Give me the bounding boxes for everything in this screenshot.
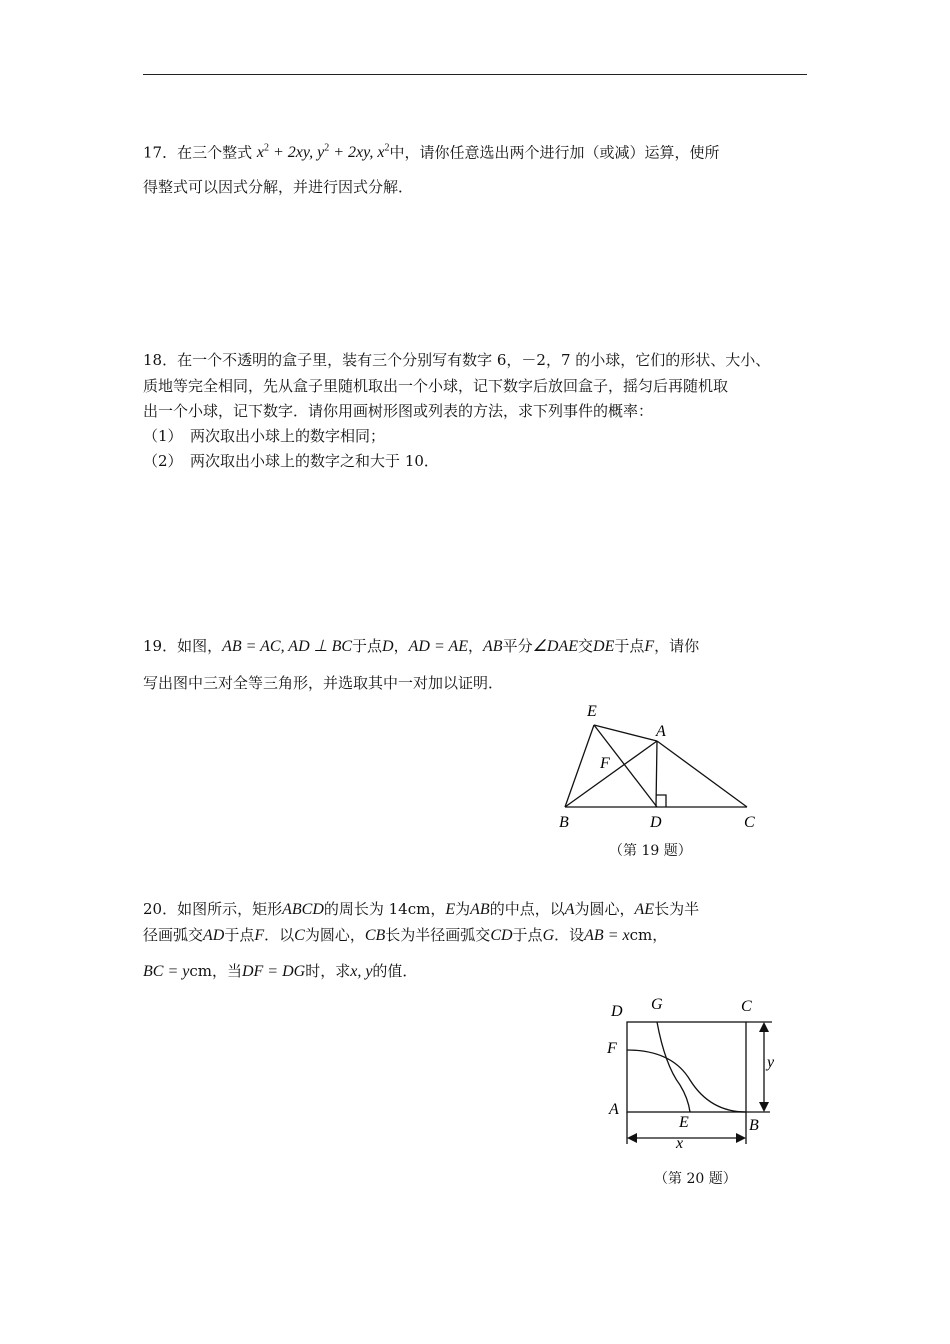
q17-line1 [143,139,719,163]
q17-line2: 得整式可以因式分解，并进行因式分解． [143,178,414,196]
q20-math-c: C [294,927,305,944]
q20-line2 [143,925,667,946]
q20-line1 [143,899,699,920]
q20-math-cb: CB [364,927,386,944]
q20-label-y: y [767,1054,775,1071]
q19-caption: （第 19 题） [609,843,692,859]
q19-math-5: ∠DAE [532,638,579,655]
q20-label-b: B [749,1117,759,1134]
q20-math-ae: AE [634,901,655,918]
q19-text-t2: 平分 [502,637,533,655]
q20-math-a: A [564,901,575,918]
q17-number: 17． [143,143,178,162]
q19-seg-ea [594,725,657,741]
q20-label-g: G [651,996,663,1013]
q20-text-l2c: ．以 [264,926,295,944]
q19-line1: 19．如图，AB = AC, AD ⊥ BC于点D，AD = AE，AB平分∠DAE交DE于点F，请你 [143,637,700,655]
q20-text-l2f: 于点 [512,926,543,944]
q19-text-pre: 19．如图， [143,637,223,655]
q19-label-e: E [587,703,597,720]
q17-expressions: $x^2 + 2xy$, $y^2 + 2xy$, $x^2$ [256,143,390,162]
q17-text-post: 中，请你任意选出两个进行加（或减）运算，使所 [389,143,720,162]
q20-math-cd: CD [490,927,513,944]
q20-math-g: G [542,927,555,944]
q19-label-f: F [600,755,610,772]
q20-y-arrow-bottom [759,1102,769,1112]
q19-line2: 写出图中三对全等三角形，并选取其中一对加以证明． [143,674,504,692]
q20-arc-from-a [627,1050,746,1112]
q20-text-l2d: 为圆心， [304,926,365,944]
q19-text-post: ，请你 [654,637,700,655]
q20-figure [600,992,790,1152]
q20-label-x: x [676,1135,684,1152]
q20-label-a: A [609,1101,619,1118]
q19-label-d: D [650,814,662,831]
q19-figure [550,695,770,835]
q20-line3 [143,961,417,982]
q19-seg-ac [657,741,747,807]
q20-label-f: F [607,1040,617,1057]
q20-text-l2b: 于点 [224,926,255,944]
q20-text-l2e: 长为半径画弧交 [385,926,491,944]
q19-text-t4: 于点 [614,637,645,655]
q20-label-d: D [611,1003,623,1020]
q19-text-t1: 于点 [352,637,383,655]
q20-math-df-dg: DF = DG [241,963,306,980]
q18-line3: 出一个小球，记下数字．请你用画树形图或列表的方法，求下列事件的概率： [143,402,654,420]
q20-math-ab-x: AB = x [584,927,630,944]
q20-math-e: E [445,901,456,918]
q20-y-arrow-top [759,1022,769,1032]
q20-math-xy: x, y [350,963,373,980]
q17-text-pre: 在三个整式 [177,143,253,162]
q19-seg-ad [656,741,657,807]
q19-math-2: D [382,638,394,655]
q19-math-4: AB [483,638,503,655]
q20-text-t1: 的周长为 14cm， [323,900,446,918]
header-rule [143,74,807,75]
q20-text-l2g: ．设 [554,926,585,944]
q18-line2: 质地等完全相同，先从盒子里随机取出一个小球，记下数字后放回盒子，摇匀后再随机取 [143,377,729,395]
q18-item1: （1） 两次取出小球上的数字相同； [143,427,386,445]
q18-item2: （2） 两次取出小球上的数字之和大于 10． [143,452,439,470]
q19-text-t3: 交 [578,637,594,655]
q20-text-t3: 的中点，以 [489,900,565,918]
q19-math-6: DE [593,638,615,655]
q19-label-a: A [656,723,666,740]
q19-label-b: B [559,814,569,831]
q20-text-l3a: cm，当 [189,962,242,980]
q20-label-e: E [679,1114,689,1131]
q20-math-f: F [254,927,265,944]
q18-line1: 18．在一个不透明的盒子里，装有三个分别写有数字 6，－2，7 的小球，它们的形状、大小、 [143,351,771,369]
q20-text-l2h: cm， [629,926,668,944]
q20-math-abcd: ABCD [282,901,324,918]
q19-math-7: F [644,638,655,655]
q20-x-arrow-left [627,1133,637,1143]
q20-math-ad: AD [203,927,225,944]
q20-arc-from-c [657,1022,690,1112]
q20-text-t2: 为 [455,900,471,918]
q20-x-arrow-right [736,1133,746,1143]
q20-math-bc-y: BC = y [143,963,190,980]
q19-math-1: AB = AC, AD ⊥ BC [222,638,353,655]
q20-caption: （第 20 题） [654,1171,737,1187]
q20-text-l3b: 时，求 [305,962,351,980]
q20-text-l3c: 的值． [372,962,418,980]
q20-text-l2a: 径画弧交 [143,926,204,944]
q19-math-3: AD = AE [408,638,468,655]
q19-seg-eb [565,725,594,807]
q19-seg-ba [565,741,657,807]
q20-text-pre: 20．如图所示，矩形 [143,900,283,918]
q19-label-c: C [744,814,755,831]
q20-text-t4: 为圆心， [574,900,635,918]
q20-text-t5: 长为半 [654,900,700,918]
q20-label-c: C [741,998,752,1015]
q19-right-angle-mark [656,795,666,807]
q20-math-ab: AB [470,901,490,918]
